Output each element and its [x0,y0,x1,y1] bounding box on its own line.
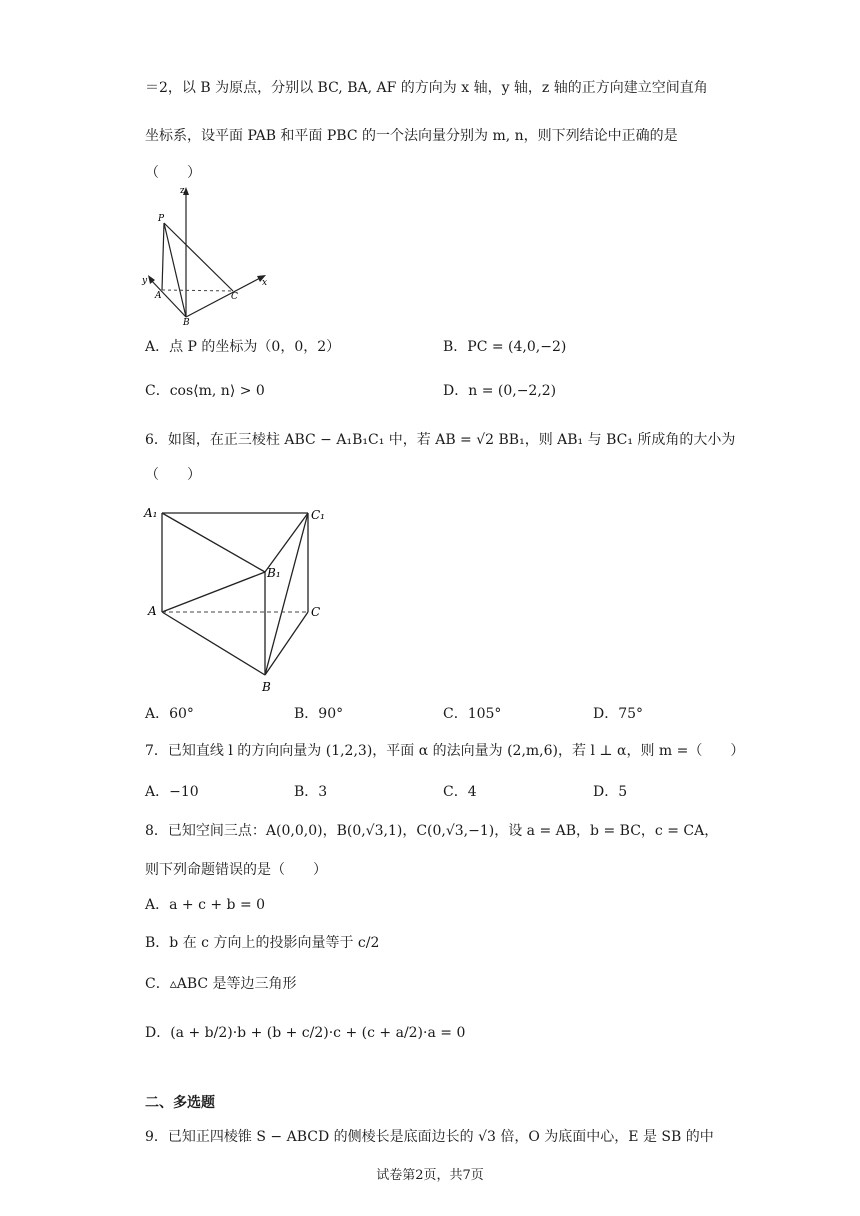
q7-option-a: A．−10 [145,784,199,800]
q6-option-d: D．75° [593,706,644,722]
q5-label-b: B [183,318,190,325]
q6-label-c1: C₁ [311,508,325,522]
q7-option-c: C．4 [443,784,477,800]
q8-option-b: B．b 在 c 方向上的投影向量等于 c/2 [145,935,380,951]
q6-label-c: C [311,605,321,619]
q6-text-line-1: 6．如图，在正三棱柱 ABC − A₁B₁C₁ 中，若 AB = √2 BB₁，则 AB₁ 与 BC₁ 所成角的大小为 [145,432,736,448]
q6-option-b: B．90° [294,706,344,722]
q5-text-line-1: ＝2，以 B 为原点，分别以 BC, BA, AF 的方向为 x 轴，y 轴，z 轴的正方向建立空间直角 [145,80,708,96]
q5-option-a: A．点 P 的坐标为（0，0，2） [145,339,341,355]
q6-label-a1: A₁ [144,506,158,520]
q7-text-line-1: 7．已知直线 l 的方向向量为 (1,2,3)，平面 α 的法向量为 (2,m,6)，若 l ⊥ α，则 m =（ ） [145,743,745,759]
q5-option-b: B．PC = (4,0,−2) [443,339,567,355]
q5-label-y: y [142,276,148,286]
q5-label-a: A [155,291,162,301]
q5-label-z: z [180,186,185,196]
q6-label-b: B [262,680,271,694]
q6-label-b1: B₁ [267,566,281,580]
q6-answer-paren: （ ） [145,467,201,483]
q5-label-x: x [262,278,268,288]
q8-option-a: A．a + c + b = 0 [145,897,266,913]
section-heading-multi-choice: 二、多选题 [145,1095,215,1111]
q9-text-line-1: 9．已知正四棱锥 S − ABCD 的侧棱长是底面边长的 √3 倍，O 为底面中心，E 是 SB 的中 [145,1129,714,1145]
q7-option-b: B．3 [294,784,328,800]
q5-label-c: C [231,292,238,302]
q6-label-a: A [148,604,157,618]
q8-text-line-2: 则下列命题错误的是（ ） [145,862,327,878]
q5-option-d: D．n = (0,−2,2) [443,383,557,399]
page-footer: 试卷第2页，共7页 [376,1168,484,1183]
q8-option-d: D．(a + b/2)·b + (b + c/2)·c + (c + a/2)·a = 0 [145,1025,466,1041]
q5-answer-paren: （ ） [145,165,201,181]
q8-text-line-1: 8．已知空间三点：A(0,0,0)，B(0,√3,1)，C(0,√3,−1)，设 a = AB，b = BC，c = CA， [145,823,719,839]
q8-option-c: C．▵ABC 是等边三角形 [145,976,297,992]
q5-option-c: C．cos⟨m, n⟩ > 0 [145,383,265,399]
q5-label-p: P [158,214,165,224]
q6-option-c: C．105° [443,706,502,722]
q6-prism-figure [140,495,340,695]
q7-option-d: D．5 [593,784,628,800]
q5-text-line-2: 坐标系，设平面 PAB 和平面 PBC 的一个法向量分别为 m, n，则下列结论中正确的是 [145,128,678,144]
q6-option-a: A．60° [145,706,194,722]
q5-figure [140,185,280,325]
